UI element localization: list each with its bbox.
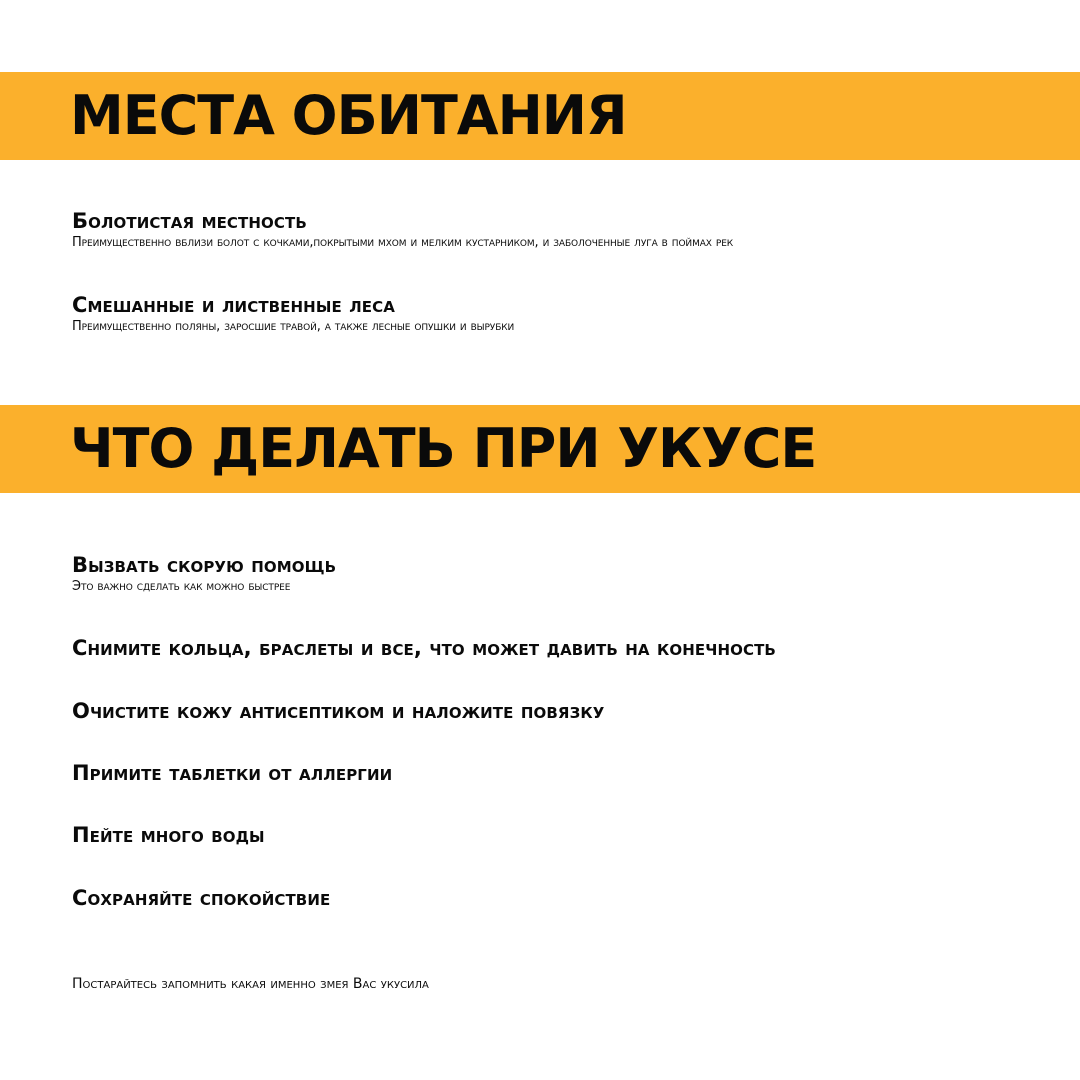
habitat-heading: Смешанные и лиственные леса — [72, 293, 395, 317]
bite-step-heading: Очистите кожу антисептиком и наложите повязку — [72, 699, 605, 723]
bite-step-heading: Снимите кольца, браслеты и все, что может давить на конечность — [72, 636, 776, 660]
habitats-banner — [0, 72, 1080, 160]
bite-note: Постарайтесь запомнить какая именно змея Вас укусила — [72, 976, 429, 992]
bite-step-heading: Пейте много воды — [72, 823, 265, 847]
bite-step — [72, 636, 776, 660]
bite-step — [72, 699, 604, 723]
habitat-item — [72, 209, 733, 251]
bite-title: ЧТО ДЕЛАТЬ ПРИ УКУСЕ — [70, 417, 817, 480]
habitats-title: МЕСТА ОБИТАНИЯ — [70, 84, 627, 147]
habitat-item — [72, 293, 514, 335]
bite-step-description: Это важно сделать как можно быстрее — [72, 579, 291, 594]
habitat-heading: Болотистая местность — [72, 209, 307, 233]
habitat-description: Преимущественно поляны, заросшие травой, а также лесные опушки и вырубки — [72, 319, 515, 334]
bite-step — [72, 553, 336, 595]
habitat-description: Преимущественно вблизи болот с кочками,покрытыми мхом и мелким кустарником, и заболоченные луга в поймах рек — [72, 235, 734, 250]
bite-step-heading: Вызвать скорую помощь — [72, 553, 337, 577]
bite-step — [72, 823, 265, 847]
bite-step — [72, 886, 330, 910]
bite-step-heading: Сохраняйте спокойствие — [72, 886, 331, 910]
bite-banner — [0, 405, 1080, 493]
bite-step — [72, 761, 392, 785]
bite-step-heading: Примите таблетки от аллергии — [72, 761, 393, 785]
